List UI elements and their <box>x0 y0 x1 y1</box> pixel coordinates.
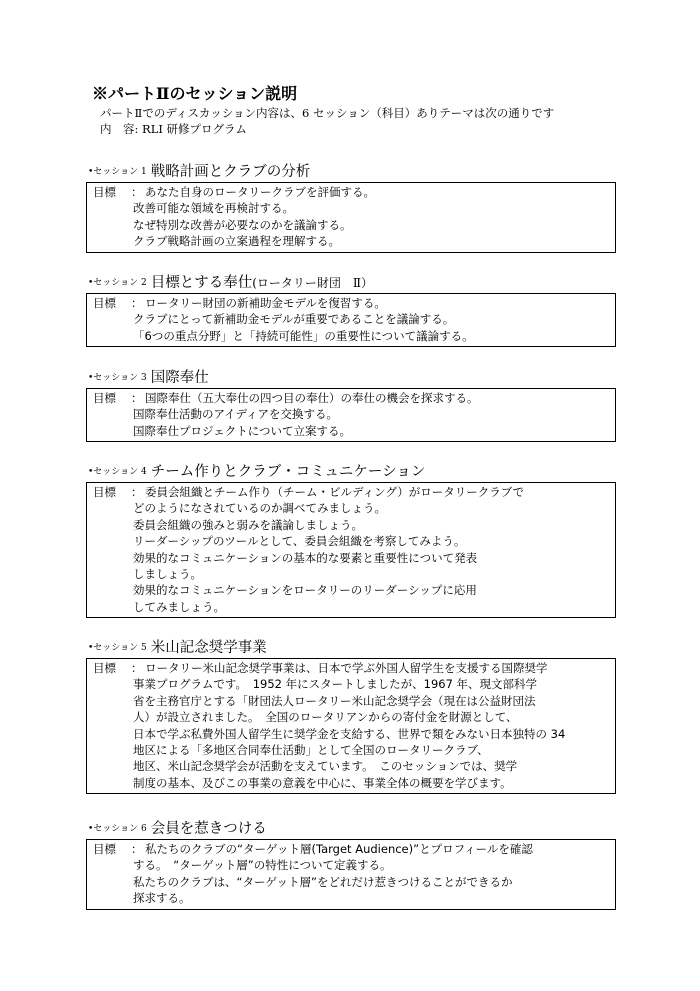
session-heading <box>88 160 616 182</box>
session-number: •セッション 2 <box>88 278 147 288</box>
goal-colon: ： <box>131 185 143 199</box>
content-label: 内 容: <box>100 122 139 136</box>
session-5 <box>86 636 616 794</box>
goal-line: クラブにとって新補助金モデルが重要であることを議論する。 <box>133 312 455 327</box>
session-title: 国際奉仕 <box>150 370 209 386</box>
goal-colon: ： <box>131 661 143 675</box>
goal-line: 委員会組織とチーム作り（チーム・ビルディング）がロータリークラブで <box>145 485 525 499</box>
goal-label: 目標 <box>93 185 116 199</box>
session-1 <box>86 160 616 253</box>
session-goals-box <box>86 482 616 618</box>
goal-row <box>93 484 609 500</box>
goal-colon: ： <box>131 391 143 405</box>
session-title: 目標とする奉仕 <box>150 275 253 291</box>
goal-line: 国際奉仕プロジェクトについて立案する。 <box>133 423 352 438</box>
goal-label: 目標 <box>93 391 116 405</box>
goal-line: 「6つの重点分野」と「持続可能性」の重要性について議論する。 <box>133 328 474 343</box>
goal-line: どのようになされているのか調べてみましょう。 <box>133 501 386 516</box>
goal-label: 目標 <box>93 296 116 310</box>
intro-text: パートⅡでのディスカッション内容は、6 セッション（科目）ありテーマは次の通りです <box>100 106 555 120</box>
session-3 <box>86 366 616 442</box>
session-goals-box <box>86 293 616 347</box>
goal-row <box>93 295 609 311</box>
goal-line: 地区による「多地区合同奉仕活動」として全国のロータリークラブ、 <box>133 743 489 758</box>
goal-row <box>93 184 609 200</box>
goal-line: 国際奉仕（五大奉仕の四つ目の奉仕）の奉仕の機会を探求する。 <box>145 391 479 405</box>
goal-line: クラブ戦略計画の立案過程を理解する。 <box>133 234 340 249</box>
goal-line: 委員会組織の強みと弱みを議論しましょう。 <box>133 517 363 532</box>
goal-row <box>93 390 609 406</box>
goal-line: 日本で学ぶ私費外国人留学生に奨学金を支給する、世界で類をみない日本独特の 34 <box>133 726 566 741</box>
session-title: 会員を惹きつける <box>150 821 267 837</box>
goal-line: 改善可能な領域を再検討する。 <box>133 201 294 216</box>
session-heading <box>88 271 616 293</box>
content-value: RLI 研修プログラム <box>142 122 247 136</box>
session-title: 戦略計画とクラブの分析 <box>150 164 311 180</box>
session-heading <box>88 460 616 482</box>
session-number: •セッション 3 <box>88 373 147 383</box>
session-title: 米山記念奨学事業 <box>150 640 267 656</box>
session-number: •セッション 6 <box>88 824 147 834</box>
session-number: •セッション 1 <box>88 167 147 177</box>
goal-line: 私たちのクラブの“ターゲット層(Target Audience)”とプロフィールを確認 <box>145 842 533 856</box>
session-heading <box>88 636 616 658</box>
goal-line: なぜ特別な改善が必要なのかを議論する。 <box>133 217 352 232</box>
goal-colon: ： <box>131 485 143 499</box>
goal-line: 国際奉仕活動のアイディアを交換する。 <box>133 407 339 422</box>
session-title: チーム作りとクラブ・コミュニケーション <box>150 464 426 480</box>
session-2 <box>86 271 616 347</box>
goal-line: ロータリー米山記念奨学事業は、日本で学ぶ外国人留学生を支援する国際奨学 <box>145 661 548 675</box>
goal-line: 人）が設立されました。 全国のロータリアンからの寄付金を財源として、 <box>133 710 518 725</box>
goal-line: リーダーシップのツールとして、委員会組織を考察してみよう。 <box>133 534 466 549</box>
goal-line: 事業プログラムです。 1952 年にスタートしましたが、1967 年、現文部科学 <box>133 677 538 692</box>
goal-label: 目標 <box>93 842 116 856</box>
goal-line: あなた自身のロータリークラブを評価する。 <box>145 185 375 199</box>
goal-row <box>93 841 609 857</box>
goal-line: 効果的なコミュニケーションの基本的な要素と重要性について発表 <box>133 550 478 565</box>
session-heading <box>88 817 616 839</box>
goal-label: 目標 <box>93 485 116 499</box>
session-subtitle: (ロータリー財団 Ⅱ） <box>252 276 374 290</box>
session-goals-box <box>86 658 616 794</box>
goal-line: 私たちのクラブは、“ターゲット層”をどれだけ惹きつけることができるか <box>133 874 513 889</box>
session-number: •セッション 4 <box>88 467 147 477</box>
goal-colon: ： <box>131 296 143 310</box>
goal-line: してみましょう。 <box>133 599 225 614</box>
session-6 <box>86 817 616 910</box>
goal-label: 目標 <box>93 661 116 675</box>
goal-line: する。 “ターゲット層”の特性について定義する。 <box>133 858 392 873</box>
goal-row <box>93 660 609 676</box>
goal-line: ロータリー財団の新補助金モデルを復習する。 <box>145 296 386 310</box>
session-number: •セッション 5 <box>88 643 147 653</box>
goal-line: 制度の基本、及びこの事業の意義を中心に、事業全体の概要を学びます。 <box>133 775 512 790</box>
goal-colon: ： <box>131 842 143 856</box>
session-4 <box>86 460 616 618</box>
session-goals-box <box>86 839 616 910</box>
goal-line: 省を主務官庁とする「財団法人ロータリー米山記念奨学会（現在は公益財団法 <box>133 693 536 708</box>
goal-line: しましょう。 <box>133 567 202 582</box>
goal-line: 効果的なコミュニケーションをロータリーのリーダーシップに応用 <box>133 583 477 598</box>
goal-line: 地区、米山記念奨学会が活動を支えています。 このセッションでは、奨学 <box>133 759 518 774</box>
goal-line: 探求する。 <box>133 891 191 906</box>
session-goals-box <box>86 182 616 253</box>
page-title: ※パートⅡのセッション説明 <box>92 84 298 103</box>
content-line <box>100 122 247 137</box>
session-goals-box <box>86 388 616 442</box>
session-heading <box>88 366 616 388</box>
